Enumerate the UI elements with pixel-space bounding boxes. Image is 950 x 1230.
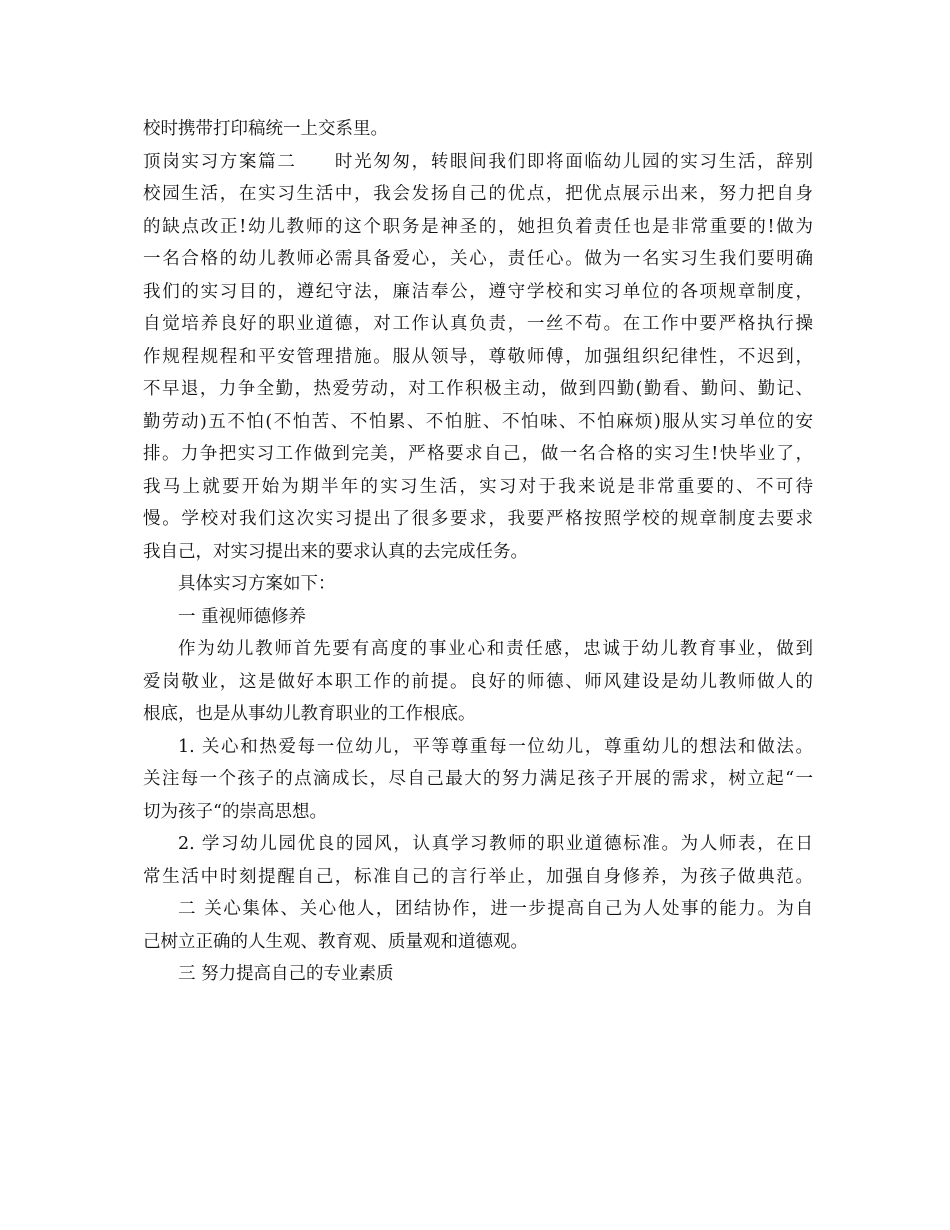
section-heading: 具体实习方案如下： <box>178 574 336 594</box>
text-line: 自觉培养良好的职业道德，对工作认真负责，一丝不苟。在工作中要严格执行操 <box>143 314 813 334</box>
text-line: 爱岗敬业，这是做好本职工作的前提。良好的师德、师风建设是幼儿教师做人的 <box>143 671 813 692</box>
text-line: 关注每一个孩子的点滴成长，尽自己最大的努力满足孩子开展的需求，树立起“一 <box>143 769 813 789</box>
section-heading: 一 重视师德修养 <box>178 606 307 627</box>
text-line: 勤劳动)五不怕(不怕苦、不怕累、不怕脏、不怕味、不怕麻烦)服从实习单位的安 <box>143 411 813 432</box>
text-line: 慢。学校对我们这次实习提出了很多要求，我要严格按照学校的规章制度去要求 <box>143 509 813 529</box>
text-line: 己树立正确的人生观、教育观、质量观和道德观。 <box>143 931 528 952</box>
text-line: 不早退，力争全勤，热爱劳动，对工作积极主动，做到四勤(勤看、勤问、勤记、 <box>143 379 813 399</box>
text-line: 我自己，对实习提出来的要求认真的去完成任务。 <box>143 541 528 562</box>
body-text <box>143 113 813 991</box>
section-heading: 三 努力提高自己的专业素质 <box>178 964 394 984</box>
text-line: 作规程规程和平安管理措施。服从领导，尊敬师傅，加强组织纪律性，不迟到， <box>143 346 813 367</box>
text-line: 我们的实习目的，遵纪守法，廉洁奉公，遵守学校和实习单位的各项规章制度， <box>143 281 813 302</box>
text-line: 切为孩子“的崇高思想。 <box>143 801 327 822</box>
text-line: 常生活中时刻提醒自己，标准自己的言行举止，加强自身修养，为孩子做典范。 <box>143 866 813 887</box>
text-line: 我马上就要开始为期半年的实习生活，实习对于我来说是非常重要的、不可待 <box>143 476 813 497</box>
text-line: 排。力争把实习工作做到完美，严格要求自己，做一名合格的实习生!快毕业了， <box>143 444 813 464</box>
text-line: 作为幼儿教师首先要有高度的事业心和责任感，忠诚于幼儿教育事业，做到 <box>178 639 813 659</box>
text-line: 的缺点改正!幼儿教师的这个职务是神圣的，她担负着责任也是非常重要的!做为 <box>143 216 813 237</box>
text-line: 顶岗实习方案篇二 时光匆匆，转眼间我们即将面临幼儿园的实习生活，辞别 <box>143 151 813 172</box>
text-line: 校园生活，在实习生活中，我会发扬自己的优点，把优点展示出来，努力把自身 <box>143 184 813 204</box>
text-line: 根底，也是从事幼儿教育职业的工作根底。 <box>143 704 476 724</box>
text-line: 1. 关心和热爱每一位幼儿，平等尊重每一位幼儿，尊重幼儿的想法和做法。 <box>178 736 813 757</box>
text-line: 一名合格的幼儿教师必需具备爱心，关心，责任心。做为一名实习生我们要明确 <box>143 249 813 269</box>
text-line: 校时携带打印稿统一上交系里。 <box>143 119 388 139</box>
text-line: 二 关心集体、关心他人，团结协作，进一步提高自己为人处事的能力。为自 <box>178 899 813 919</box>
text-line: 2. 学习幼儿园优良的园风，认真学习教师的职业道德标准。为人师表，在日 <box>178 834 813 854</box>
